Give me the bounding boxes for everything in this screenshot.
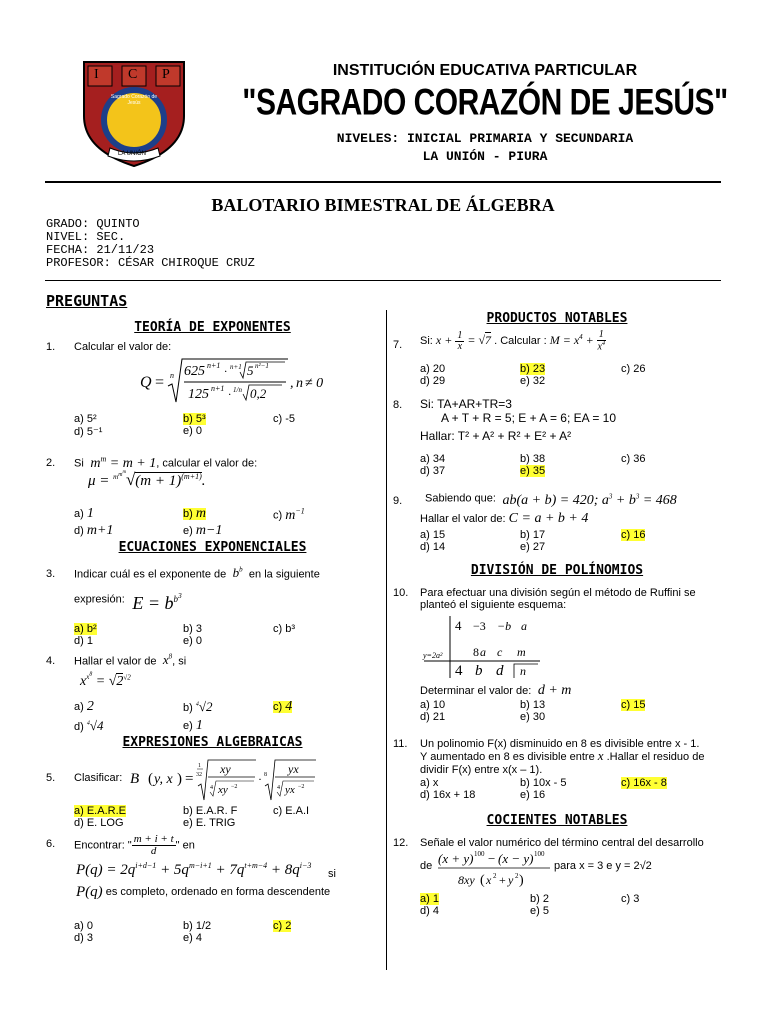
q5-option-e[interactable]: e) E. TRIG (183, 817, 236, 829)
q11-option-d[interactable]: d) 16x + 18 (420, 789, 476, 801)
svg-text:100: 100 (474, 850, 485, 858)
q4-option-c[interactable]: c) 4 (273, 699, 293, 714)
q6-number: 6. (46, 838, 56, 850)
crest-letter-c: C (128, 67, 138, 82)
crest-letter-i: I (94, 67, 99, 82)
q5-number: 5. (46, 772, 56, 784)
q11-option-e[interactable]: e) 16 (520, 789, 546, 801)
q3-expresion-label: expresión: (74, 593, 125, 606)
section-teoria-exponentes: TEORÍA DE EXPONENTES (134, 320, 291, 335)
q9-label: Hallar el valor de: (420, 513, 506, 526)
q4-formula: $x^{x^8} = √2^{√2}$ (80, 672, 131, 689)
q3-option-b[interactable]: b) 3 (183, 623, 202, 635)
school-crest (80, 58, 188, 168)
section-productos-notables: PRODUCTOS NOTABLES (486, 311, 628, 326)
q9-option-d[interactable]: d) 14 (420, 541, 446, 553)
q12-option-a[interactable]: a) 1 (420, 893, 439, 905)
q10-option-e[interactable]: e) 30 (520, 711, 546, 723)
q4-number: 4. (46, 655, 56, 667)
svg-text:y: y (508, 873, 514, 887)
svg-text:,: , (290, 376, 294, 391)
q7-number: 7. (393, 339, 403, 351)
q9-pre: Sabiendo que: (425, 492, 496, 505)
q11-line2a: Y aumentado en 8 es divisible entre (420, 751, 595, 763)
q12-post: para x = 3 e y = 2√2 (554, 860, 652, 872)
q6-option-e[interactable]: e) 4 (183, 932, 202, 944)
svg-text:a: a (480, 645, 486, 659)
q7-pre: Si: (420, 335, 433, 348)
svg-text:+: + (499, 873, 506, 887)
svg-text:−b: −b (497, 619, 512, 633)
q5-option-c[interactable]: c) E.A.I (273, 805, 310, 817)
q6-line3-text: es completo, ordenado en forma descendente (105, 886, 331, 899)
q9-option-e[interactable]: e) 27 (520, 541, 546, 553)
q3-line2 (74, 590, 182, 613)
q7-line (420, 330, 606, 352)
q1-option-d[interactable]: d) 5⁻¹ (74, 426, 103, 438)
svg-text:100: 100 (534, 850, 545, 858)
header-school-name: "SAGRADO CORAZÓN DE JESÚS" (242, 82, 728, 124)
q9-line2: Hallar el valor de: C = a + b + 4 (420, 511, 589, 527)
svg-text:2: 2 (515, 872, 519, 880)
svg-text:y=2a²: y=2a² (423, 651, 443, 660)
q2-option-e[interactable]: e) m−1 (183, 523, 223, 538)
q4-option-a[interactable]: a) 2 (74, 699, 94, 714)
q3-post: en la siguiente (248, 568, 320, 581)
svg-text:y, x: y, x (154, 772, 173, 787)
q4-option-b[interactable]: b) $^4$√2 (183, 699, 213, 714)
svg-text:=: = (185, 771, 194, 787)
q11-line1: Un polinomio F(x) disminuido en 8 es divisible entre x - 1. (420, 738, 700, 750)
svg-text:625: 625 (184, 364, 205, 379)
q6-fraction: $\frac{m + i + t}{d}$ (133, 833, 174, 857)
q10-line1: Para efectuar una división según el método de Ruffini se (420, 587, 696, 599)
header-line1: INSTITUCIÓN EDUCATIVA PARTICULAR (332, 62, 638, 79)
section-ecuaciones-exponenciales: ECUACIONES EXPONENCIALES (118, 540, 307, 555)
q6-mid: " en (175, 839, 195, 852)
q2-pre: Si (74, 457, 84, 470)
svg-text:·: · (224, 364, 227, 378)
svg-text:8: 8 (473, 645, 479, 659)
svg-text:5: 5 (247, 363, 254, 378)
q11-line3: dividir F(x) entre x(x – 1). (420, 764, 543, 776)
q7-option-b[interactable]: b) 23 (520, 363, 546, 375)
q10-line2: planteó el siguiente esquema: (420, 599, 567, 611)
svg-text:m: m (517, 645, 526, 659)
svg-text:x: x (486, 873, 492, 887)
q9-condition: ab(a + b) = 420; $a^3 + b^3 = 468$ (499, 492, 677, 508)
info-block (46, 218, 255, 270)
q10-ruffini-scheme (420, 614, 550, 683)
svg-text:−: − (488, 851, 496, 866)
q6-pre: Encontrar: " (74, 839, 132, 852)
svg-text:Q: Q (140, 374, 152, 391)
q9-option-b[interactable]: b) 17 (520, 529, 546, 541)
q3-pre: Indicar cuál es el exponente de (74, 568, 227, 581)
q5-option-d[interactable]: d) E. LOG (74, 817, 124, 829)
svg-text:n²−1: n²−1 (255, 362, 269, 370)
q7-option-c[interactable]: c) 26 (621, 363, 646, 375)
q2-mid: , calcular el valor de: (156, 457, 258, 470)
q4-post: , si (172, 655, 187, 668)
q8-number: 8. (393, 399, 403, 411)
info-fecha: FECHA: 21/11/23 (46, 243, 155, 257)
section-expresiones-algebraicas: EXPRESIONES ALGEBRAICAS (122, 735, 303, 750)
q11-number: 11. (393, 738, 408, 750)
info-profesor: PROFESOR: CÉSAR CHIROQUE CRUZ (46, 256, 255, 270)
q8-option-a[interactable]: a) 34 (420, 453, 446, 465)
svg-text:(x + y): (x + y) (438, 851, 474, 866)
q1-formula (140, 356, 325, 413)
info-nivel: NIVEL: SEC. (46, 230, 126, 244)
svg-text:0,2: 0,2 (250, 386, 267, 401)
q2-condition: $m^m = m + 1$ (86, 454, 157, 471)
svg-text:4: 4 (455, 618, 462, 633)
q10-option-d[interactable]: d) 21 (420, 711, 446, 723)
q11-line2: Y aumentado en 8 es divisible entre x .Hallar el residuo de (420, 748, 705, 763)
q3-option-c[interactable]: c) b³ (273, 623, 295, 635)
svg-text:b: b (475, 663, 483, 679)
q1-option-a[interactable]: a) 5² (74, 413, 97, 425)
svg-text:n: n (170, 371, 174, 380)
q11-line2b: .Hallar el residuo de (606, 751, 705, 763)
q1-option-e[interactable]: e) 0 (183, 425, 202, 437)
q7-option-d[interactable]: d) 29 (420, 375, 446, 387)
q4-option-d[interactable]: d) $^4$√4 (74, 718, 104, 733)
svg-text:n: n (296, 376, 303, 391)
q6-option-c[interactable]: c) 2 (273, 920, 292, 932)
svg-text:·: · (228, 387, 231, 401)
q3-line1: Indicar cuál es el exponente de $b^b$ en la siguiente (74, 565, 320, 581)
q8-option-e[interactable]: e) 35 (520, 465, 546, 477)
q10-option-b[interactable]: b) 13 (520, 699, 546, 711)
q7-option-e[interactable]: e) 32 (520, 375, 546, 387)
info-grado: GRADO: QUINTO (46, 217, 140, 231)
q6-line1 (74, 834, 195, 857)
svg-text:a: a (521, 619, 527, 633)
q6-line3: P(q) es completo, ordenado en forma descendente (76, 884, 331, 901)
q12-number: 12. (393, 837, 409, 849)
crest-letter-p: P (162, 67, 170, 82)
svg-text:8xy: 8xy (458, 873, 475, 887)
q6-polynomial: $P(q) = 2q^{i+d-1} + 5q^{m-i+1} + 7q^{t+m-4} + 8q^{i-3}$ (76, 861, 312, 878)
q10-label: Determinar el valor de: (420, 685, 532, 698)
q3-option-a[interactable]: a) b² (74, 623, 97, 635)
header-line4: LA UNIÓN - PIURA (422, 149, 548, 164)
q6-option-a[interactable]: a) 0 (74, 920, 93, 932)
q12-option-d[interactable]: d) 4 (420, 905, 439, 917)
q2-option-a[interactable]: a) 1 (74, 506, 94, 521)
svg-text:(: ( (480, 873, 485, 888)
svg-text:d: d (496, 663, 504, 679)
q1-option-b[interactable]: b) 5³ (183, 413, 206, 425)
q6-option-b[interactable]: b) 1/2 (183, 920, 212, 932)
svg-text:xy: xy (220, 762, 231, 776)
svg-text:xy: xy (218, 784, 228, 796)
q12-formula (436, 848, 554, 893)
q2-option-c[interactable]: c) $m^{-1}$ (273, 506, 305, 523)
q7-option-a[interactable]: a) 20 (420, 363, 446, 375)
q4-pre: Hallar el valor de (74, 655, 157, 668)
q5-option-a[interactable]: a) E.A.R.E (74, 805, 126, 817)
crest-ribbon-text: LA UNIÓN (118, 151, 147, 157)
q10-number: 10. (393, 587, 409, 599)
svg-text:B: B (130, 771, 140, 787)
q2-line (74, 453, 257, 470)
q6-option-d[interactable]: d) 3 (74, 932, 93, 944)
q2-option-d[interactable]: d) m+1 (74, 523, 114, 538)
section-cocientes-notables: COCIENTES NOTABLES (486, 813, 628, 828)
q8-option-b[interactable]: b) 38 (520, 453, 546, 465)
q1-number: 1. (46, 341, 56, 353)
q10-option-c[interactable]: c) 15 (621, 699, 646, 711)
page-title: BALOTARIO BIMESTRAL DE ÁLGEBRA (211, 195, 555, 215)
crest-ring-text: Sagrado Corazón de Jesús (110, 94, 158, 106)
q11-option-c[interactable]: c) 16x - 8 (621, 777, 667, 789)
svg-text:c: c (497, 645, 503, 659)
svg-text:n+1: n+1 (230, 363, 242, 371)
header-line3: NIVELES: INICIAL PRIMARIA Y SECUNDARIA (336, 131, 634, 146)
svg-text:125: 125 (188, 387, 209, 402)
q8-line1: Si: TA+AR+TR=3 (420, 397, 512, 411)
q9-option-a[interactable]: a) 15 (420, 529, 446, 541)
q10-line3: Determinar el valor de: d + m (420, 683, 572, 699)
svg-text:2: 2 (493, 872, 497, 880)
q7-mid: . Calcular : (494, 335, 547, 348)
column-divider (386, 310, 387, 970)
svg-text:−2: −2 (298, 784, 305, 790)
svg-text:≠ 0: ≠ 0 (305, 376, 324, 391)
svg-text:4: 4 (210, 785, 213, 791)
info-divider (45, 280, 721, 281)
q1-option-c[interactable]: c) -5 (273, 413, 295, 425)
q8-option-d[interactable]: d) 37 (420, 465, 446, 477)
svg-text:4: 4 (455, 663, 463, 679)
svg-text:8: 8 (264, 772, 267, 778)
svg-text:): ) (177, 771, 182, 787)
q3-formula: $E = b^{b^3}$ (127, 591, 182, 613)
q10-option-a[interactable]: a) 10 (420, 699, 446, 711)
section-division-polinomios: DIVISIÓN DE POLÍNOMIOS (470, 563, 644, 578)
q9-line1 (425, 490, 677, 507)
svg-text:n+1: n+1 (211, 384, 225, 393)
q2-option-b[interactable]: b) m (183, 506, 206, 521)
q4-line1: Hallar el valor de $x^8$, si (74, 652, 187, 668)
svg-text:(x − y): (x − y) (498, 851, 534, 866)
q2-number: 2. (46, 457, 56, 469)
q1-text: Calcular el valor de: (74, 341, 172, 353)
svg-text:=: = (154, 374, 165, 391)
svg-text:n+1: n+1 (207, 361, 221, 370)
q5-text: Clasificar: (74, 772, 123, 784)
q8-option-c[interactable]: c) 36 (621, 453, 646, 465)
q7-condition: x + $\frac{1}{x}$ = √7 (435, 329, 492, 352)
q7-target: $M = x^4$ + $\frac{1}{x^4}$ (549, 329, 605, 353)
svg-text:1/n: 1/n (233, 386, 242, 394)
q5-formula (128, 756, 318, 807)
svg-text:1: 1 (198, 763, 201, 769)
q3-number: 3. (46, 568, 56, 580)
q11-option-b[interactable]: b) 10x - 5 (520, 777, 567, 789)
q12-option-e[interactable]: e) 5 (530, 905, 549, 917)
q5-option-b[interactable]: b) E.A.R. F (183, 805, 238, 817)
svg-text:·: · (258, 772, 262, 786)
q9-option-c[interactable]: c) 16 (621, 529, 646, 541)
svg-text:−3: −3 (473, 619, 486, 633)
svg-text:yx: yx (285, 784, 295, 796)
preguntas-heading: PREGUNTAS (46, 292, 128, 310)
svg-text:(: ( (148, 771, 153, 787)
q12-option-b[interactable]: b) 2 (530, 893, 549, 905)
svg-text:−2: −2 (231, 784, 238, 790)
svg-text:32: 32 (196, 772, 202, 778)
q12-option-c[interactable]: c) 3 (621, 893, 640, 905)
q8-line2: A + T + R = 5; E + A = 6; EA = 10 (441, 411, 617, 425)
svg-text:): ) (519, 873, 524, 888)
q9-number: 9. (393, 495, 403, 507)
svg-text:yx: yx (288, 762, 299, 776)
q2-formula: $\mu = ^{m^{m^m}}√(m + 1)^{(m+1)}$. (88, 470, 206, 489)
q4-option-e[interactable]: e) 1 (183, 718, 203, 733)
q12-pre: de (420, 860, 433, 872)
q6-si: si (328, 868, 336, 880)
q3-option-e[interactable]: e) 0 (183, 635, 202, 647)
q3-option-d[interactable]: d) 1 (74, 635, 93, 647)
q12-line1: Señale el valor numérico del término central del desarrollo (420, 837, 704, 849)
q8-line3: Hallar: T² + A² + R² + E² + A² (420, 429, 572, 443)
svg-text:4: 4 (277, 785, 280, 791)
header-divider (45, 181, 721, 183)
q11-option-a[interactable]: a) x (420, 777, 439, 789)
svg-text:n: n (520, 664, 526, 678)
